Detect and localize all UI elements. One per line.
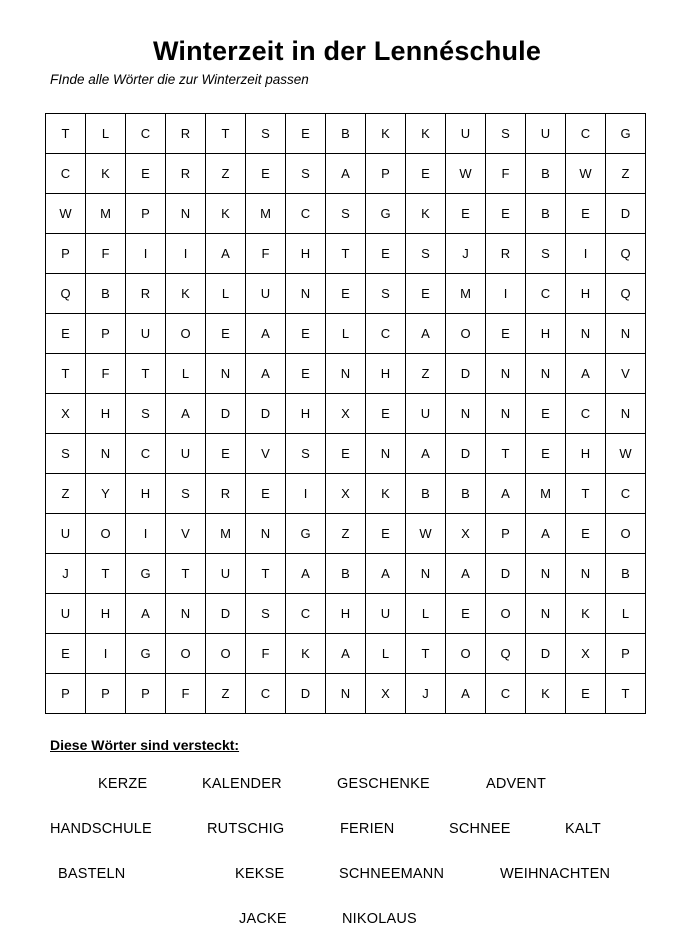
- grid-cell: D: [606, 194, 646, 234]
- grid-cell: E: [286, 114, 326, 154]
- grid-cell: P: [366, 154, 406, 194]
- grid-cell: W: [406, 514, 446, 554]
- grid-cell: E: [126, 154, 166, 194]
- grid-cell: X: [566, 634, 606, 674]
- grid-cell: S: [166, 474, 206, 514]
- grid-cell: E: [366, 514, 406, 554]
- grid-cell: B: [526, 194, 566, 234]
- grid-cell: E: [206, 434, 246, 474]
- grid-cell: E: [526, 394, 566, 434]
- grid-cell: P: [46, 234, 86, 274]
- grid-cell: P: [126, 194, 166, 234]
- grid-cell: S: [286, 154, 326, 194]
- grid-cell: H: [566, 434, 606, 474]
- grid-cell: N: [166, 194, 206, 234]
- grid-cell: B: [326, 554, 366, 594]
- grid-cell: D: [246, 394, 286, 434]
- grid-row: [46, 434, 646, 474]
- grid-cell: Z: [206, 154, 246, 194]
- grid-cell: T: [206, 114, 246, 154]
- grid-cell: C: [566, 394, 606, 434]
- grid-cell: K: [86, 154, 126, 194]
- word-item: BASTELN: [58, 866, 126, 882]
- word-item: ADVENT: [486, 776, 547, 792]
- grid-cell: C: [126, 434, 166, 474]
- grid-cell: Z: [326, 514, 366, 554]
- grid-cell: C: [286, 194, 326, 234]
- grid-cell: K: [366, 474, 406, 514]
- grid-cell: N: [166, 594, 206, 634]
- grid-cell: A: [446, 554, 486, 594]
- grid-cell: F: [86, 234, 126, 274]
- grid-cell: J: [446, 234, 486, 274]
- grid-cell: T: [86, 554, 126, 594]
- grid-cell: M: [246, 194, 286, 234]
- grid-cell: H: [86, 594, 126, 634]
- grid-cell: X: [326, 394, 366, 434]
- grid-cell: E: [366, 394, 406, 434]
- grid-cell: Q: [46, 274, 86, 314]
- grid-cell: R: [166, 114, 206, 154]
- grid-cell: A: [566, 354, 606, 394]
- grid-cell: S: [326, 194, 366, 234]
- grid-cell: Q: [606, 234, 646, 274]
- word-item: HANDSCHULE: [50, 821, 152, 837]
- grid-cell: S: [246, 114, 286, 154]
- grid-cell: L: [326, 314, 366, 354]
- grid-cell: N: [566, 554, 606, 594]
- grid-cell: P: [486, 514, 526, 554]
- grid-cell: P: [126, 674, 166, 714]
- grid-cell: G: [286, 514, 326, 554]
- grid-cell: F: [486, 154, 526, 194]
- grid-cell: T: [606, 674, 646, 714]
- grid-cell: U: [46, 514, 86, 554]
- grid-cell: W: [566, 154, 606, 194]
- grid-cell: X: [46, 394, 86, 434]
- grid-cell: X: [326, 474, 366, 514]
- grid-cell: F: [86, 354, 126, 394]
- grid-cell: G: [606, 114, 646, 154]
- grid-cell: P: [86, 314, 126, 354]
- grid-cell: T: [566, 474, 606, 514]
- word-item: JACKE: [239, 911, 287, 927]
- grid-cell: N: [86, 434, 126, 474]
- grid-cell: U: [446, 114, 486, 154]
- grid-cell: N: [606, 314, 646, 354]
- grid-row: [46, 154, 646, 194]
- grid-cell: R: [206, 474, 246, 514]
- grid-cell: I: [86, 634, 126, 674]
- grid-cell: V: [246, 434, 286, 474]
- grid-cell: I: [126, 234, 166, 274]
- grid-cell: M: [86, 194, 126, 234]
- word-search-grid: [45, 113, 646, 714]
- grid-cell: B: [446, 474, 486, 514]
- grid-cell: H: [566, 274, 606, 314]
- grid-cell: K: [206, 194, 246, 234]
- grid-cell: A: [246, 354, 286, 394]
- grid-cell: N: [246, 514, 286, 554]
- grid-cell: D: [286, 674, 326, 714]
- grid-cell: A: [406, 434, 446, 474]
- grid-cell: U: [206, 554, 246, 594]
- word-item: SCHNEE: [449, 821, 511, 837]
- grid-row: [46, 634, 646, 674]
- grid-cell: J: [406, 674, 446, 714]
- grid-row: [46, 194, 646, 234]
- grid-cell: U: [366, 594, 406, 634]
- grid-cell: E: [326, 274, 366, 314]
- grid-cell: K: [406, 114, 446, 154]
- grid-cell: K: [526, 674, 566, 714]
- grid-cell: N: [366, 434, 406, 474]
- grid-cell: C: [46, 154, 86, 194]
- grid-cell: D: [446, 434, 486, 474]
- grid-cell: U: [126, 314, 166, 354]
- grid-cell: S: [526, 234, 566, 274]
- grid-cell: D: [526, 634, 566, 674]
- word-list-heading: Diese Wörter sind versteckt:: [50, 737, 240, 753]
- grid-cell: H: [366, 354, 406, 394]
- grid-cell: E: [46, 314, 86, 354]
- grid-cell: A: [486, 474, 526, 514]
- grid-cell: Q: [606, 274, 646, 314]
- grid-cell: C: [246, 674, 286, 714]
- grid-cell: O: [446, 314, 486, 354]
- instructions: FInde alle Wörter die zur Winterzeit passen: [50, 72, 309, 87]
- grid-cell: N: [446, 394, 486, 434]
- word-item: WEIHNACHTEN: [500, 866, 611, 882]
- grid-cell: D: [446, 354, 486, 394]
- grid-cell: G: [126, 554, 166, 594]
- grid-cell: P: [86, 674, 126, 714]
- grid-cell: E: [46, 634, 86, 674]
- grid-row: [46, 674, 646, 714]
- grid-cell: Z: [606, 154, 646, 194]
- grid-cell: E: [206, 314, 246, 354]
- grid-cell: O: [166, 314, 206, 354]
- grid-cell: O: [486, 594, 526, 634]
- grid-cell: N: [526, 594, 566, 634]
- grid-cell: C: [606, 474, 646, 514]
- grid-cell: L: [606, 594, 646, 634]
- grid-row: [46, 274, 646, 314]
- word-item: KALENDER: [202, 776, 282, 792]
- grid-cell: Y: [86, 474, 126, 514]
- grid-row: [46, 474, 646, 514]
- grid-cell: M: [526, 474, 566, 514]
- word-item: NIKOLAUS: [342, 911, 417, 927]
- grid-cell: H: [526, 314, 566, 354]
- grid-row: [46, 514, 646, 554]
- grid-row: [46, 234, 646, 274]
- grid-cell: A: [326, 154, 366, 194]
- grid-cell: E: [446, 194, 486, 234]
- grid-cell: I: [126, 514, 166, 554]
- word-item: KEKSE: [235, 866, 285, 882]
- grid-cell: V: [606, 354, 646, 394]
- grid-cell: I: [566, 234, 606, 274]
- grid-cell: O: [606, 514, 646, 554]
- grid-cell: T: [326, 234, 366, 274]
- grid-cell: E: [246, 474, 286, 514]
- grid-cell: K: [166, 274, 206, 314]
- grid-cell: H: [286, 394, 326, 434]
- grid-cell: X: [366, 674, 406, 714]
- grid-cell: N: [486, 394, 526, 434]
- grid-cell: S: [406, 234, 446, 274]
- word-item: FERIEN: [340, 821, 395, 837]
- grid-cell: A: [446, 674, 486, 714]
- grid-cell: A: [166, 394, 206, 434]
- grid-cell: Z: [46, 474, 86, 514]
- grid-cell: T: [246, 554, 286, 594]
- grid-cell: D: [206, 394, 246, 434]
- grid-cell: N: [406, 554, 446, 594]
- grid-cell: E: [566, 514, 606, 554]
- grid-cell: E: [486, 314, 526, 354]
- grid-cell: E: [326, 434, 366, 474]
- grid-cell: S: [366, 274, 406, 314]
- grid-cell: M: [206, 514, 246, 554]
- grid-cell: L: [206, 274, 246, 314]
- grid-cell: C: [526, 274, 566, 314]
- grid-cell: X: [446, 514, 486, 554]
- grid-cell: T: [406, 634, 446, 674]
- grid-cell: O: [166, 634, 206, 674]
- grid-cell: F: [166, 674, 206, 714]
- grid-cell: F: [246, 234, 286, 274]
- grid-cell: Z: [406, 354, 446, 394]
- grid-cell: D: [206, 594, 246, 634]
- grid-cell: E: [406, 154, 446, 194]
- grid-cell: I: [486, 274, 526, 314]
- grid-cell: P: [46, 674, 86, 714]
- grid-cell: N: [486, 354, 526, 394]
- grid-cell: A: [246, 314, 286, 354]
- grid-cell: G: [126, 634, 166, 674]
- grid-cell: W: [46, 194, 86, 234]
- grid-cell: B: [86, 274, 126, 314]
- grid-cell: L: [406, 594, 446, 634]
- grid-cell: S: [126, 394, 166, 434]
- grid-cell: M: [446, 274, 486, 314]
- grid-cell: U: [406, 394, 446, 434]
- grid-cell: T: [126, 354, 166, 394]
- grid-row: [46, 114, 646, 154]
- grid-cell: K: [566, 594, 606, 634]
- grid-cell: A: [126, 594, 166, 634]
- grid-cell: N: [526, 354, 566, 394]
- grid-cell: U: [526, 114, 566, 154]
- grid-cell: D: [486, 554, 526, 594]
- grid-cell: W: [446, 154, 486, 194]
- grid-cell: L: [166, 354, 206, 394]
- word-item: KERZE: [98, 776, 148, 792]
- grid-cell: A: [406, 314, 446, 354]
- grid-cell: C: [366, 314, 406, 354]
- grid-cell: E: [286, 354, 326, 394]
- grid-cell: T: [46, 354, 86, 394]
- grid-cell: A: [286, 554, 326, 594]
- grid-cell: C: [126, 114, 166, 154]
- grid-cell: L: [86, 114, 126, 154]
- grid-row: [46, 594, 646, 634]
- grid-cell: A: [206, 234, 246, 274]
- grid-cell: U: [246, 274, 286, 314]
- word-item: RUTSCHIG: [207, 821, 285, 837]
- grid-cell: B: [606, 554, 646, 594]
- grid-cell: B: [406, 474, 446, 514]
- grid-cell: S: [286, 434, 326, 474]
- grid-cell: K: [366, 114, 406, 154]
- grid-cell: I: [286, 474, 326, 514]
- grid-cell: K: [286, 634, 326, 674]
- word-item: KALT: [565, 821, 601, 837]
- grid-cell: C: [286, 594, 326, 634]
- grid-cell: B: [526, 154, 566, 194]
- grid-cell: B: [326, 114, 366, 154]
- grid-cell: T: [46, 114, 86, 154]
- grid-row: [46, 554, 646, 594]
- grid-cell: N: [606, 394, 646, 434]
- grid-cell: H: [86, 394, 126, 434]
- grid-cell: G: [366, 194, 406, 234]
- grid-cell: T: [486, 434, 526, 474]
- grid-cell: E: [286, 314, 326, 354]
- grid-cell: N: [566, 314, 606, 354]
- grid-cell: C: [486, 674, 526, 714]
- grid-cell: H: [326, 594, 366, 634]
- grid-cell: N: [326, 674, 366, 714]
- grid-cell: E: [566, 194, 606, 234]
- grid-cell: A: [326, 634, 366, 674]
- grid-cell: V: [166, 514, 206, 554]
- grid-cell: C: [566, 114, 606, 154]
- grid-cell: I: [166, 234, 206, 274]
- grid-cell: E: [406, 274, 446, 314]
- grid-cell: O: [446, 634, 486, 674]
- grid-cell: E: [566, 674, 606, 714]
- grid-cell: N: [326, 354, 366, 394]
- grid-cell: N: [526, 554, 566, 594]
- word-item: SCHNEEMANN: [339, 866, 445, 882]
- grid-cell: E: [446, 594, 486, 634]
- grid-cell: P: [606, 634, 646, 674]
- word-item: GESCHENKE: [337, 776, 430, 792]
- grid-cell: T: [166, 554, 206, 594]
- grid-cell: K: [406, 194, 446, 234]
- grid-cell: U: [46, 594, 86, 634]
- grid-row: [46, 354, 646, 394]
- grid-cell: H: [126, 474, 166, 514]
- grid-cell: E: [366, 234, 406, 274]
- grid-cell: O: [206, 634, 246, 674]
- page-title: Winterzeit in der Lennéschule: [152, 36, 542, 66]
- grid-cell: R: [126, 274, 166, 314]
- grid-cell: S: [46, 434, 86, 474]
- grid-cell: S: [486, 114, 526, 154]
- grid-cell: E: [526, 434, 566, 474]
- grid-cell: N: [206, 354, 246, 394]
- grid-cell: S: [246, 594, 286, 634]
- grid-cell: H: [286, 234, 326, 274]
- grid-cell: E: [486, 194, 526, 234]
- grid-cell: L: [366, 634, 406, 674]
- grid-cell: Q: [486, 634, 526, 674]
- grid-cell: A: [366, 554, 406, 594]
- grid-cell: W: [606, 434, 646, 474]
- grid-row: [46, 314, 646, 354]
- grid-cell: R: [166, 154, 206, 194]
- grid-cell: J: [46, 554, 86, 594]
- grid-row: [46, 394, 646, 434]
- grid-cell: O: [86, 514, 126, 554]
- grid-cell: A: [526, 514, 566, 554]
- grid-cell: E: [246, 154, 286, 194]
- grid-cell: F: [246, 634, 286, 674]
- grid-cell: R: [486, 234, 526, 274]
- grid-cell: Z: [206, 674, 246, 714]
- grid-cell: N: [286, 274, 326, 314]
- grid-cell: U: [166, 434, 206, 474]
